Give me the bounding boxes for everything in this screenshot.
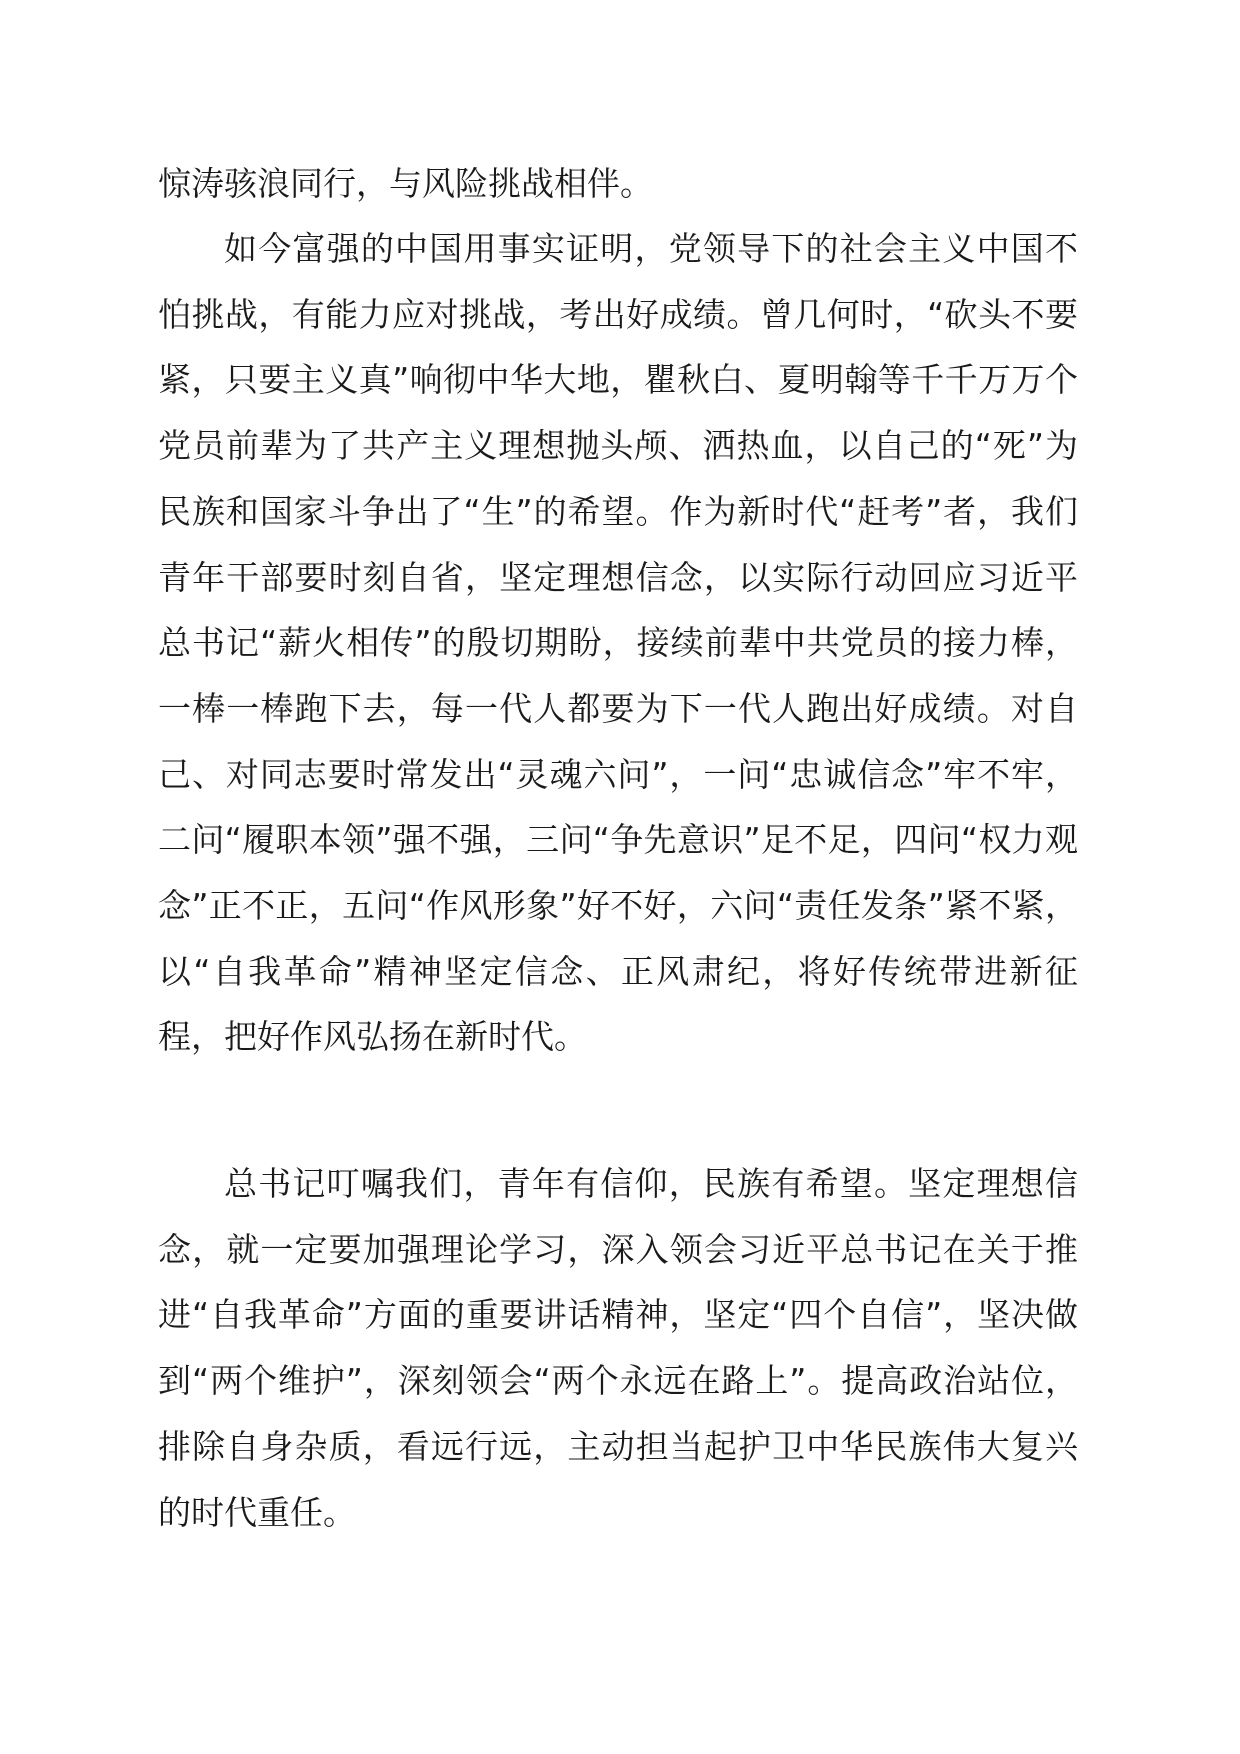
- paragraph-text: 如今富强的中国用事实证明，党领导下的社会主义中国不怕挑战，有能力应对挑战，考出好成绩。曾几何时，“砍头不要紧，只要主义真”响彻中华大地，瞿秋白、夏明翰等千千万万个党员前辈为了共产主义理想抛头颅、洒热血，以自己的“死”为民族和国家斗争出了“生”的希望。作为新时代“赶考”者，我们青年干部要时刻自省，坚定理想信念，以实际行动回应习近平总书记“薪火相传”的殷切期盼，接续前辈中共党员的接力棒，一棒一棒跑下去，每一代人都要为下一代人跑出好成绩。对自己、对同志要时常发出“灵魂六问”，一问“忠诚信念”牢不牢，二问“履职本领”强不强，三问“争先意识”足不足，四问“权力观念”正不正，五问“作风形象”好不好，六问“责任发条”紧不紧，以“自我革命”精神坚定信念、正风肃纪，将好传统带进新征程，把好作风弘扬在新时代。: [158, 229, 1078, 1057]
- paragraph-text: 总书记叮嘱我们，青年有信仰，民族有希望。坚定理想信念，就一定要加强理论学习，深入领会习近平总书记在关于推进“自我革命”方面的重要讲话精神，坚定“四个自信”，坚决做到“两个维护”，深刻领会“两个永远在路上”。提高政治站位，排除自身杂质，看远行远，主动担当起护卫中华民族伟大复兴的时代重任。: [158, 1164, 1078, 1532]
- paragraph-text: 惊涛骇浪同行，与风险挑战相伴。: [158, 164, 653, 203]
- paragraph-continued: [158, 151, 1078, 217]
- paragraph-struggle: [158, 216, 1078, 1070]
- paragraph-belief: [158, 1151, 1078, 1545]
